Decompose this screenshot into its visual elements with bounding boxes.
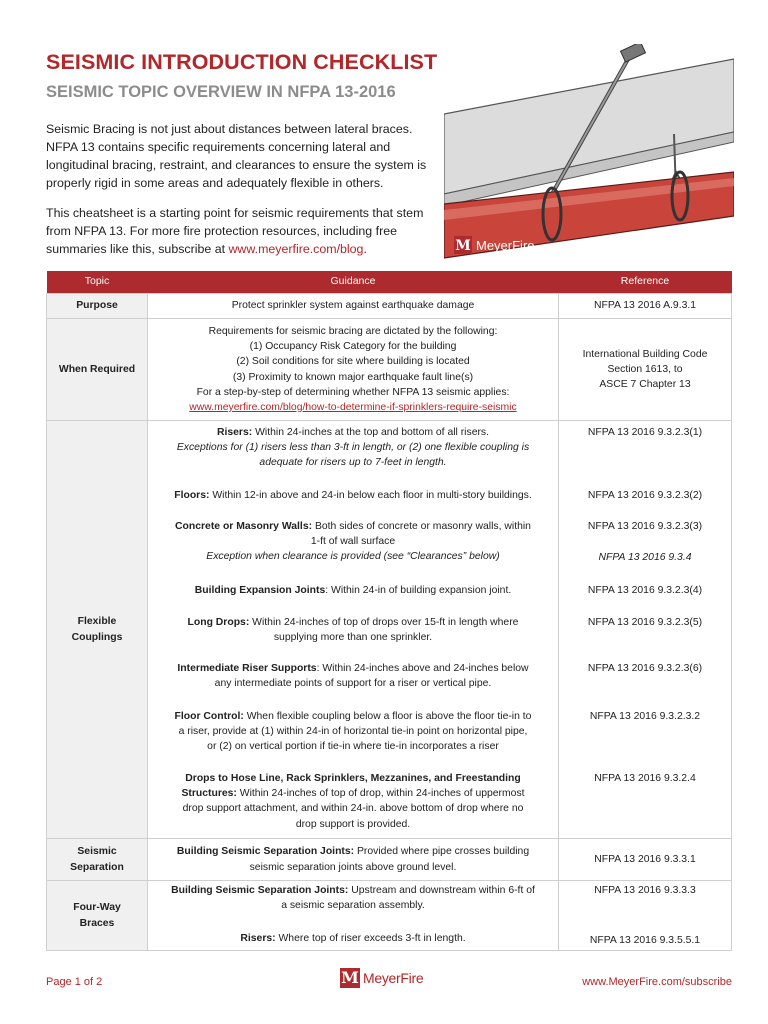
header-topic: Topic <box>47 271 148 294</box>
guidance-line: Drops to Hose Line, Rack Sprinklers, Mezzanines, and Freestanding <box>185 773 521 784</box>
guidance-line: 1-ft of wall surface <box>310 536 396 548</box>
reference-line: NFPA 13 2016 9.3.4 <box>598 552 692 563</box>
reference-line: NFPA 13 2016 9.3.2.3(2) <box>587 490 703 501</box>
topic-line: Braces <box>79 917 115 929</box>
item-floors <box>148 488 558 503</box>
guidance-line: a seismic separation assembly. <box>281 900 425 912</box>
guidance-line: Building Seismic Separation Joints: Provided where pipe crosses building <box>176 846 530 858</box>
guidance-line: Risers: Within 24-inches at the top and bottom of all risers. <box>216 427 490 438</box>
topic-line: Separation <box>70 861 124 873</box>
item-floor-control <box>148 709 558 755</box>
guidance-line: (3) Proximity to known major earthquake fault line(s) <box>232 371 474 383</box>
reference-line: Section 1613, to <box>607 363 683 375</box>
guidance-cell: Protect sprinkler system against earthquake damage <box>148 294 559 319</box>
page-title: SEISMIC INTRODUCTION CHECKLIST <box>46 50 438 74</box>
table-row-seismic-separation <box>47 839 732 881</box>
guidance-cell <box>148 319 559 421</box>
reference-line: NFPA 13 2016 9.3.2.3(5) <box>587 617 703 628</box>
subscribe-link[interactable]: www.MeyerFire.com/subscribe <box>582 976 732 988</box>
table-row-purpose <box>47 294 732 319</box>
topic-line: Flexible <box>77 616 117 628</box>
guidance-line: or (2) on vertical portion if tie-in where tie-in incorporates a riser <box>207 741 499 753</box>
reference-line: NFPA 13 2016 9.3.2.3(6) <box>587 663 703 674</box>
topic-cell <box>47 839 148 881</box>
reference-cell <box>559 881 732 951</box>
guidance-line: Exceptions for (1) risers less than 3-ft in length, or (2) one flexible coupling is <box>176 442 530 454</box>
guidance-line: any intermediate points of support for a riser or vertical pipe. <box>214 678 492 690</box>
guidance-cell <box>148 421 559 839</box>
guidance-line: drop support attachment, and within 24-in. above bottom of drop where no <box>182 803 524 815</box>
topic-cell: When Required <box>47 319 148 421</box>
guidance-line: Floor Control: When flexible coupling below a floor is above the floor tie-in to <box>174 711 532 722</box>
intro-paragraph-2-end: . <box>363 242 367 256</box>
item-long-drops <box>148 615 558 645</box>
reference-line: International Building Code <box>582 348 708 360</box>
topic-line: Seismic <box>77 846 117 858</box>
reference-line: NFPA 13 2016 9.3.2.3.2 <box>589 711 701 722</box>
pipe-bracing-illustration <box>444 44 734 264</box>
reference-line: NFPA 13 2016 9.3.5.5.1 <box>589 935 701 946</box>
guidance-line: (1) Occupancy Risk Category for the building <box>249 341 457 353</box>
reference-cell <box>559 319 732 421</box>
guidance-line: Intermediate Riser Supports: Within 24-inches above and 24-inches below <box>177 663 529 674</box>
guidance-line: Risers: Where top of riser exceeds 3-ft in length. <box>240 933 466 944</box>
guidance-line: a riser, provide at (1) within 24-in of horizontal tie-in point on horizontal pipe, <box>178 726 528 738</box>
intro-paragraph-2-text: This cheatsheet is a starting point for seismic requirements that stem from NFPA 13. For more fire protection resources, including free summaries like this, subscribe at <box>46 206 424 256</box>
header-guidance: Guidance <box>148 271 559 294</box>
topic-line: Couplings <box>71 631 123 643</box>
table-row-four-way-braces <box>47 881 732 951</box>
blog-link[interactable]: www.meyerfire.com/blog <box>228 242 364 256</box>
guidance-line: Exception when clearance is provided (see “Clearances” below) <box>206 551 500 563</box>
table-row-when-required <box>47 319 732 421</box>
reference-line: NFPA 13 2016 9.3.2.3(1) <box>587 427 703 438</box>
guidance-line: drop support is provided. <box>295 818 411 830</box>
guidance-cell <box>148 839 559 881</box>
guidance-line: Structures: Within 24-inches of top of drop, within 24-inches of uppermost <box>181 788 525 800</box>
seismic-applies-link[interactable]: www.meyerfire.com/blog/how-to-determine-if-sprinklers-require-seismic <box>189 401 517 413</box>
topic-line: Four-Way <box>73 902 121 914</box>
topic-cell: Purpose <box>47 294 148 319</box>
guidance-line: Requirements for seismic bracing are dictated by the following: <box>208 325 498 337</box>
intro-paragraph-2 <box>46 204 431 258</box>
item-expansion-joints <box>148 583 558 598</box>
intro-paragraph-1: Seismic Bracing is not just about distances between lateral braces. NFPA 13 contains specific requirements concerning lateral and longitudinal bracing, restraint, and clearances to ensure the system is properly rigid in some areas and adequately flexible in others. <box>46 122 427 190</box>
seismic-checklist-table <box>46 271 732 951</box>
table-row-flexible-couplings <box>47 421 732 839</box>
guidance-cell <box>148 881 559 951</box>
guidance-line: For a step-by-step of determining whether NFPA 13 seismic applies: <box>196 386 510 398</box>
illustration-logo-letter: M <box>455 238 471 254</box>
guidance-line: seismic separation joints above ground level. <box>249 861 457 873</box>
item-drops-hose-line <box>148 771 558 832</box>
item-risers <box>148 425 558 471</box>
meyerfire-logo-icon: M <box>341 968 359 987</box>
guidance-line: Building Seismic Separation Joints: Upstream and downstream within 6-ft of <box>171 885 535 896</box>
reference-line: NFPA 13 2016 9.3.2.3(3) <box>587 521 703 532</box>
guidance-line: (2) Soil conditions for site where building is located <box>236 356 470 368</box>
header-reference: Reference <box>559 271 732 294</box>
reference-line: NFPA 13 2016 9.3.3.3 <box>594 885 696 896</box>
guidance-line: Long Drops: Within 24-inches of top of drops over 15-ft in length where <box>187 617 519 628</box>
guidance-line: Concrete or Masonry Walls: Both sides of concrete or masonry walls, within <box>175 521 531 532</box>
reference-line: NFPA 13 2016 9.3.2.3(4) <box>587 585 703 596</box>
topic-cell <box>47 881 148 951</box>
guidance-line: adequate for risers up to 7-feet in length. <box>259 457 447 469</box>
topic-cell <box>47 421 148 839</box>
reference-cell <box>559 421 732 839</box>
item-intermediate-riser-supports <box>148 661 558 691</box>
page-subtitle: SEISMIC TOPIC OVERVIEW IN NFPA 13-2016 <box>46 83 396 101</box>
page-number: Page 1 of 2 <box>46 976 103 988</box>
footer-logo <box>340 968 423 988</box>
reference-line: NFPA 13 2016 9.3.2.4 <box>594 773 696 784</box>
illustration-logo-text: MeyerFire <box>476 238 535 253</box>
reference-line: ASCE 7 Chapter 13 <box>599 379 691 391</box>
table-header-row <box>47 271 732 294</box>
reference-cell: NFPA 13 2016 9.3.3.1 <box>559 839 732 881</box>
reference-cell: NFPA 13 2016 A.9.3.1 <box>559 294 732 319</box>
guidance-line: Building Expansion Joints: Within 24-in of building expansion joint. <box>194 585 512 596</box>
footer-logo-text: MeyerFire <box>363 970 424 986</box>
item-walls <box>148 519 558 565</box>
guidance-line: supplying more than one sprinkler. <box>273 632 433 644</box>
guidance-line: Floors: Within 12-in above and 24-in below each floor in multi-story buildings. <box>174 490 532 501</box>
